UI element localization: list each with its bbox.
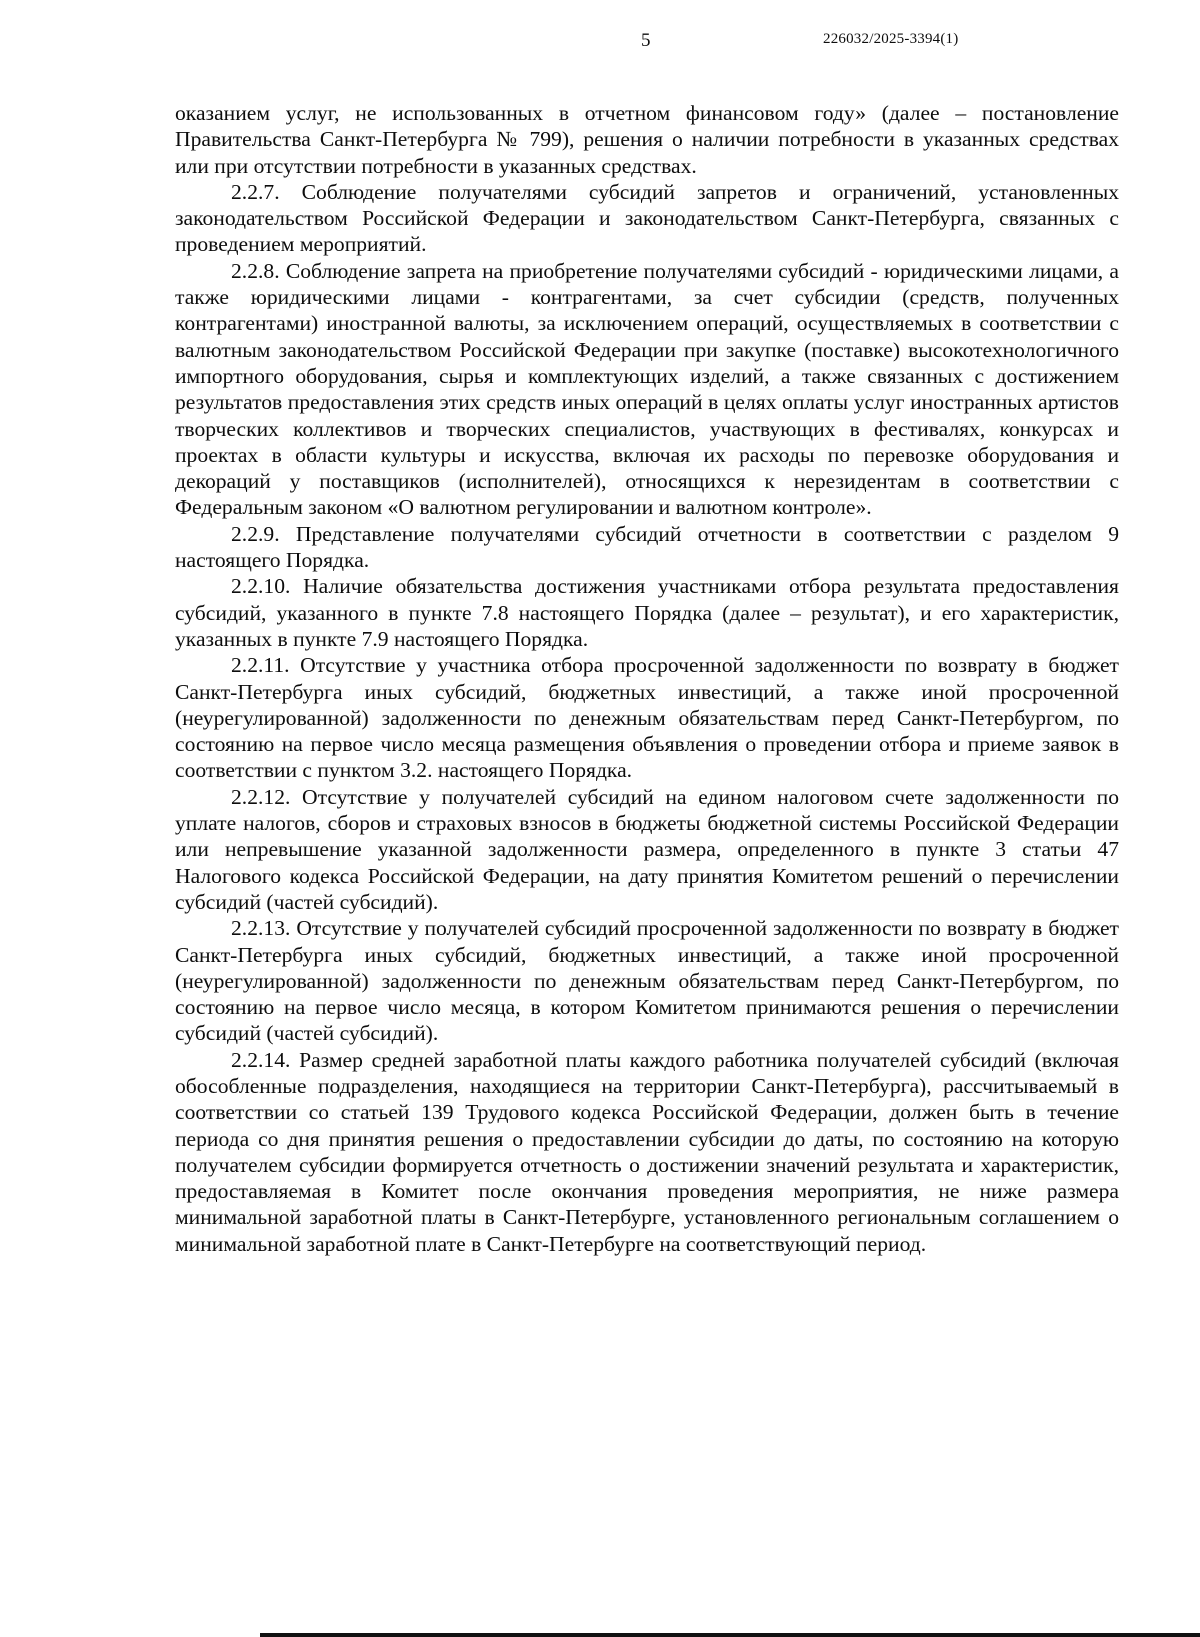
paragraph-2-2-11: 2.2.11. Отсутствие у участника отбора просроченной задолженности по возврату в бюджет Санкт-Петербурга иных субсидий, бюджетных инвестиций, а также иной просроченной (неурегулированной) задолженности по денежным обязательствам перед Санкт-Петербургом, по состоянию на первое число месяца размещения объявления о проведении отбора и приеме заявок в соответствии с пунктом 3.2. настоящего Порядка. [175, 653, 1119, 783]
paragraph-2-2-8: 2.2.8. Соблюдение запрета на приобретение получателями субсидий - юридическими лицами, а также юридическими лицами - контрагентами, за счет субсидии (средств, полученных контрагентами) иностранной валюты, за исключением операций, осуществляемых в соответствии с валютным законодательством Российской Федерации при закупке (поставке) высокотехнологичного импортного оборудования, сырья и комплектующих изделий, а также связанных с достижением результатов предоставления этих средств иных операций в целях оплаты услуг иностранных артистов творческих коллективов и творческих специалистов, участвующих в фестивалях, конкурсах и проектах в области культуры и искусства, включая их расходы по перевозке оборудования и декораций у поставщиков (исполнителей), относящихся к нерезидентам в соответствии с Федеральным законом «О валютном регулировании и валютном контроле». [175, 258, 1119, 520]
document-number: 226032/2025-3394(1) [823, 31, 959, 47]
paragraph-2-2-12: 2.2.12. Отсутствие у получателей субсидий на едином налоговом счете задолженности по уплате налогов, сборов и страховых взносов в бюджеты бюджетной системы Российской Федерации или непревышение указанной задолженности размера, определенного в пункте 3 статьи 47 Налогового кодекса Российской Федерации, на дату принятия Комитетом решений о перечислении субсидий (частей субсидий). [175, 784, 1119, 914]
paragraph-2-2-7: 2.2.7. Соблюдение получателями субсидий запретов и ограничений, установленных законодательством Российской Федерации и законодательством Санкт-Петербурга, связанных с проведением мероприятий. [175, 179, 1119, 257]
document-body [175, 100, 1119, 1257]
paragraph-2-2-10: 2.2.10. Наличие обязательства достижения участниками отбора результата предоставления субсидий, указанного в пункте 7.8 настоящего Порядка (далее – результат), и его характеристик, указанных в пункте 7.9 настоящего Порядка. [175, 574, 1119, 651]
page-number: 5 [641, 30, 651, 51]
paragraph-2-2-13: 2.2.13. Отсутствие у получателей субсидий просроченной задолженности по возврату в бюджет Санкт-Петербурга иных субсидий, бюджетных инвестиций, а также иной просроченной (неурегулированной) задолженности по денежным обязательствам перед Санкт-Петербургом, по состоянию на первое число месяца, в котором Комитетом принимаются решения о перечислении субсидий (частей субсидий). [175, 916, 1119, 1046]
paragraph-2-2-14: 2.2.14. Размер средней заработной платы каждого работника получателей субсидий (включая обособленные подразделения, находящиеся на территории Санкт-Петербурга), рассчитываемый в соответствии со статьей 139 Трудового кодекса Российской Федерации, должен быть в течение периода со дня принятия решения о предоставлении субсидии до даты, по состоянию на которую получателем субсидии формируется отчетность о достижении значений результата и характеристик, предоставляемая в Комитет после окончания проведения мероприятия, не ниже размера минимальной заработной платы в Санкт-Петербурге, установленного региональным соглашением о минимальной заработной плате в Санкт-Петербурге на соответствующий период. [175, 1047, 1119, 1256]
paragraph-continuation: оказанием услуг, не использованных в отчетном финансовом году» (далее – постановление Правительства Санкт-Петербурга № 799), решения о наличии потребности в указанных средствах или при отсутствии потребности в указанных средствах. [175, 101, 1119, 178]
paragraph-2-2-9: 2.2.9. Представление получателями субсидий отчетности в соответствии с разделом 9 настоящего Порядка. [175, 521, 1119, 573]
scan-edge-line [260, 1633, 1200, 1637]
